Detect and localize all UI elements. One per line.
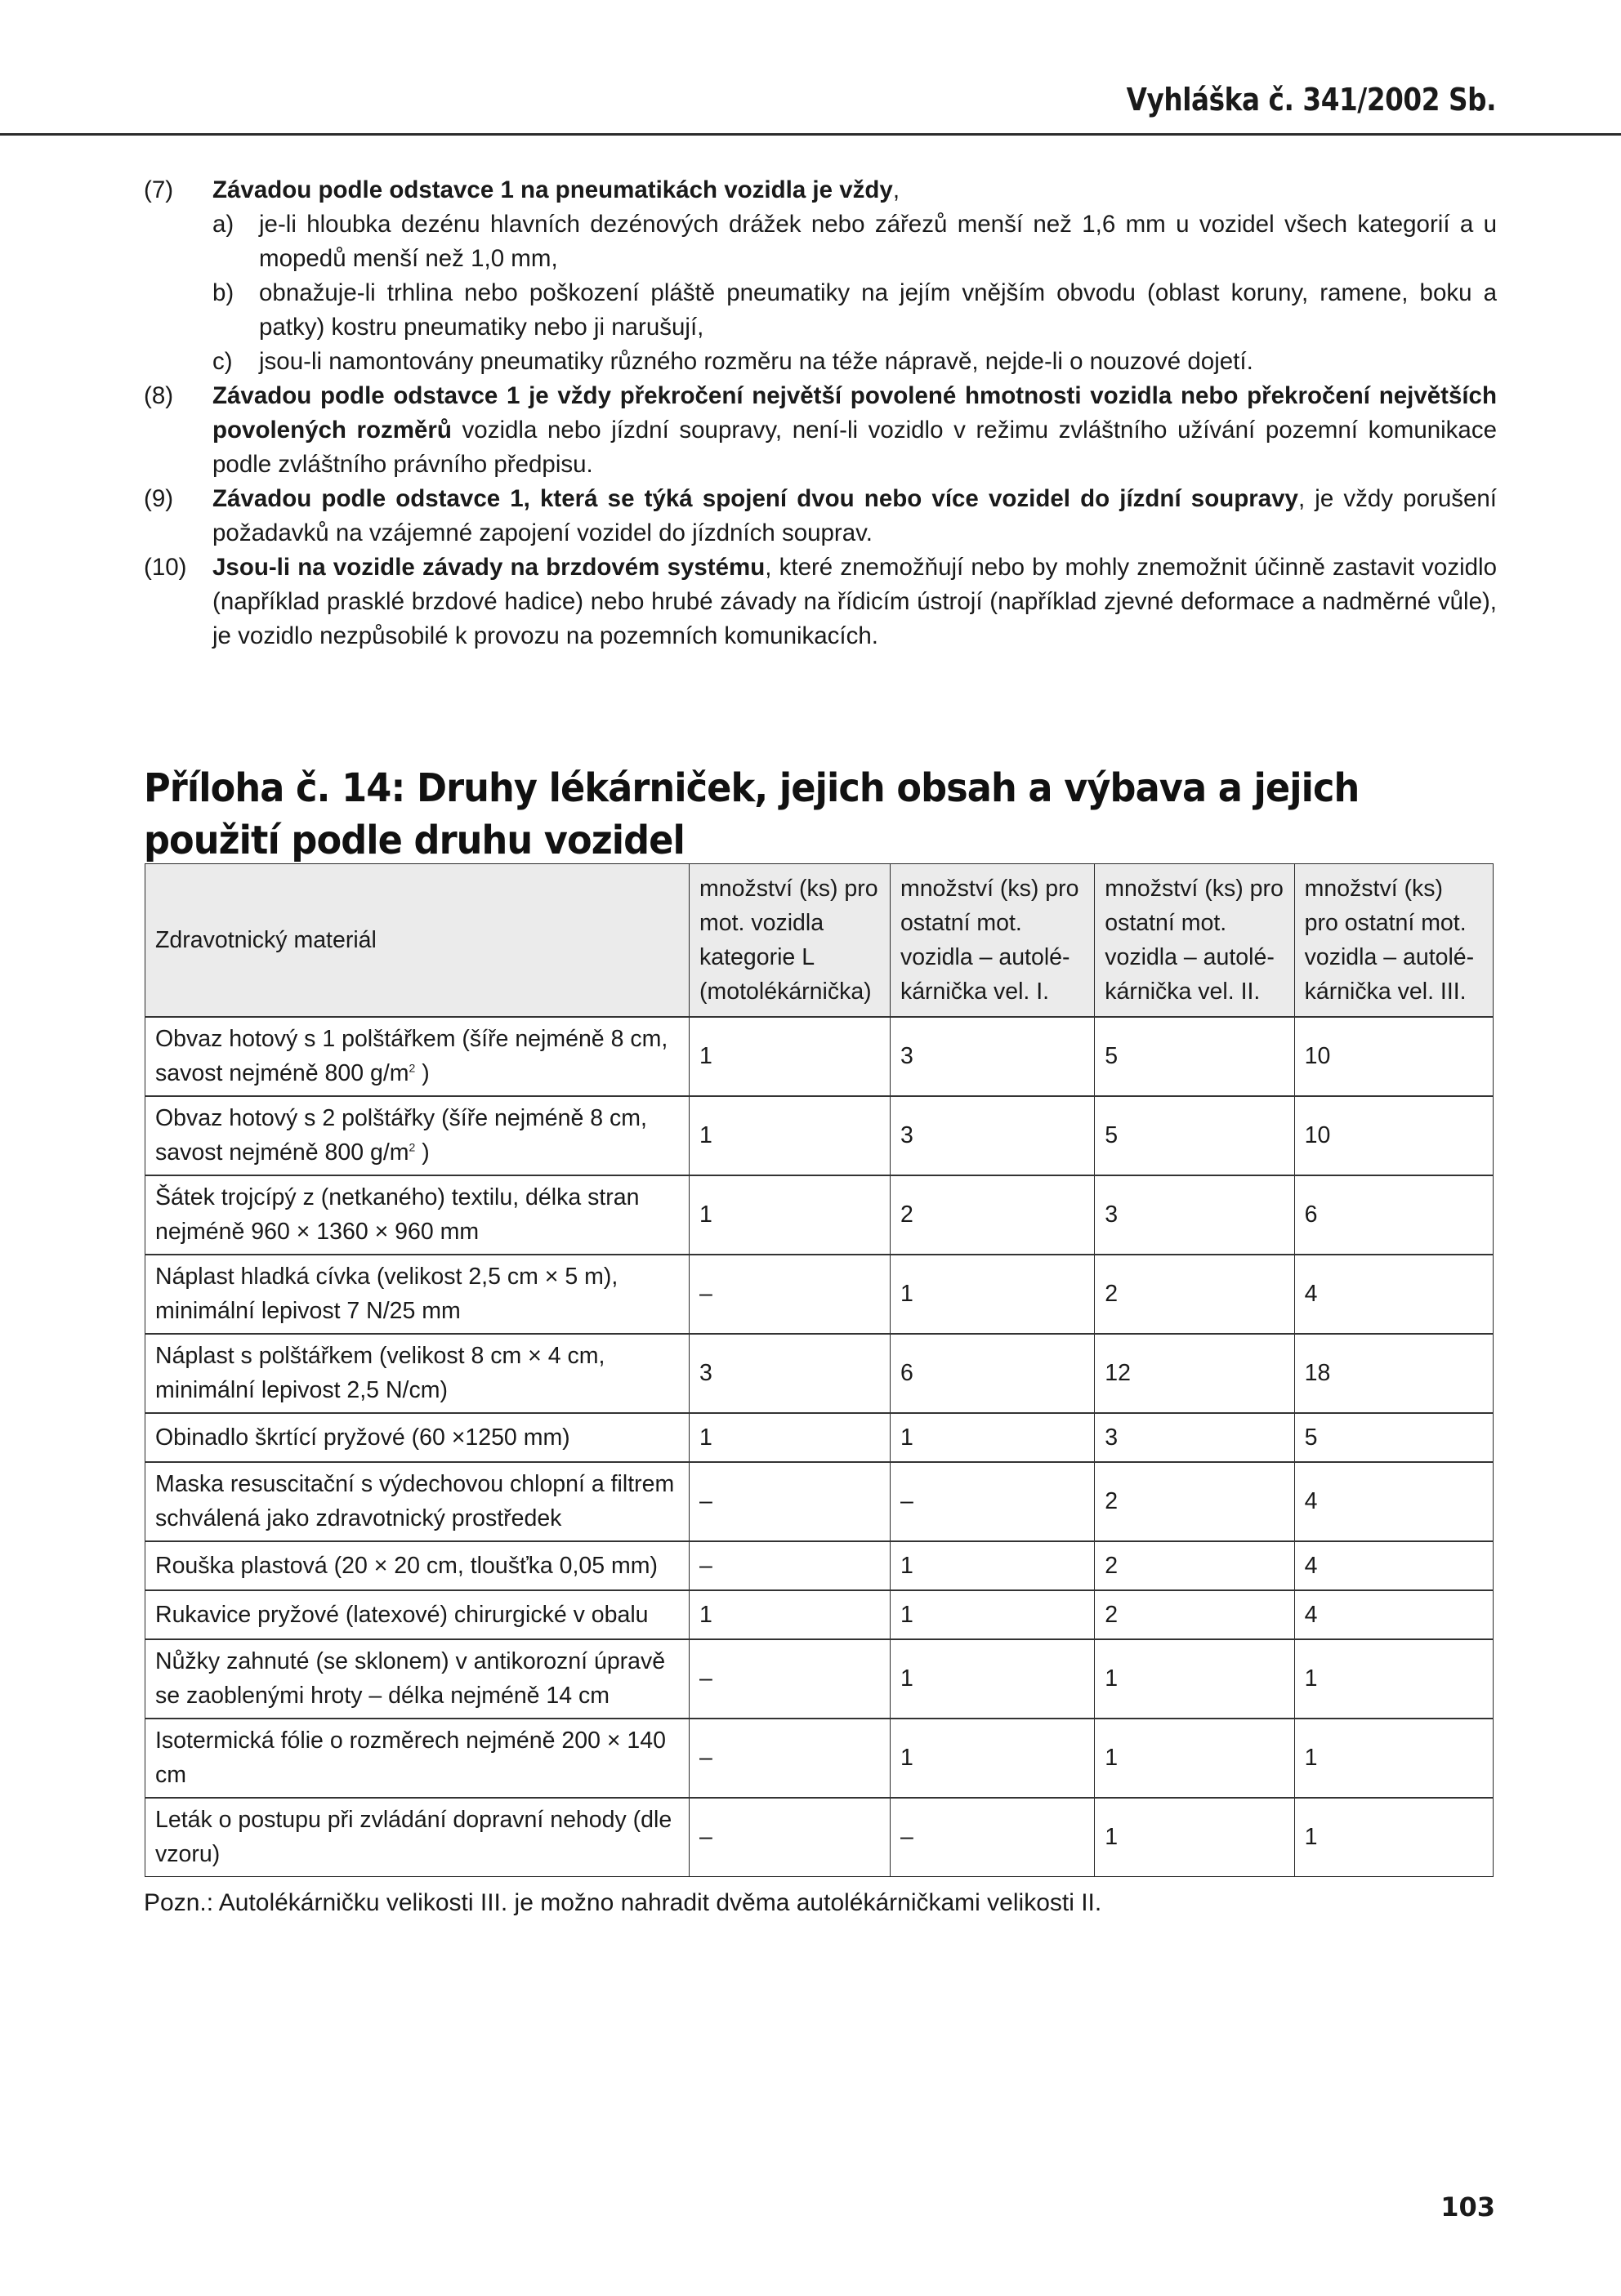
table-row <box>145 1334 1494 1413</box>
material-cell: Rouška plastová (20 × 20 cm, tloušťka 0,05 mm) <box>145 1541 690 1590</box>
list-item-label: b) <box>212 279 234 306</box>
qty-cell: 6 <box>1294 1175 1493 1255</box>
table-row <box>145 1541 1494 1590</box>
material-cell: Obvaz hotový s 1 polštářkem (šíře nejméně 8 cm, savost nejméně 800 $g/m^2$ ) <box>145 1017 690 1096</box>
qty-cell: 2 <box>1095 1541 1294 1590</box>
section-title: Příloha č. 14: Druhy lékárniček, jejich obsah a výbava a jejich použití podle druhu vozidel <box>144 765 1360 863</box>
qty-cell: – <box>690 1255 891 1334</box>
material-cell: Nůžky zahnuté (se sklonem) v antikorozní úpravě se zaoblenými hroty – délka nejméně 14 cm <box>145 1639 690 1719</box>
paragraph-text: Závadou podle odstavce 1 je vždy překročení největší povolené hmotnosti vozidla nebo překročení největších povolených rozměrů vozidla nebo jízdní soupravy, není-li vozidlo v režimu zvláštního užívání pozemní komunikace podle zvláštního právního předpisu. <box>212 382 1497 478</box>
qty-cell: 1 <box>1294 1639 1493 1719</box>
qty-cell: 4 <box>1294 1255 1493 1334</box>
paragraph-8 <box>144 379 1497 482</box>
qty-cell: 5 <box>1095 1096 1294 1175</box>
paragraph-bold-text: Jsou-li na vozidle závady na brzdovém systému <box>212 554 766 581</box>
table-row <box>145 1413 1494 1462</box>
qty-cell: 5 <box>1294 1413 1493 1462</box>
table-row <box>145 1175 1494 1255</box>
paragraph-10 <box>144 551 1497 653</box>
qty-cell: 1 <box>890 1255 1094 1334</box>
qty-cell: 1 <box>890 1719 1094 1798</box>
list-item-text: obnažuje-li trhlina nebo poškození pláště pneumatiky na jejím vnějším obvodu (oblast koruny, ramene, boku a patky) kostru pneumatiky nebo ji narušují, <box>259 279 1497 341</box>
table-row <box>145 1719 1494 1798</box>
qty-cell: 1 <box>690 1590 891 1639</box>
qty-cell: – <box>690 1541 891 1590</box>
qty-cell: 5 <box>1095 1017 1294 1096</box>
qty-cell: 4 <box>1294 1541 1493 1590</box>
qty-cell: – <box>690 1462 891 1541</box>
table-row <box>145 1590 1494 1639</box>
paragraph-text: Závadou podle odstavce 1, která se týká spojení dvou nebo více vozidel do jízdní soupravy, je vždy porušení požadavků na vzájemné zapojení vozidel do jízdních souprav. <box>212 485 1497 546</box>
material-cell: Obinadlo škrtící pryžové (60 ×1250 mm) <box>145 1413 690 1462</box>
qty-cell: 3 <box>890 1017 1094 1096</box>
table-row <box>145 1096 1494 1175</box>
material-cell: Obvaz hotový s 2 polštářky (šíře nejméně 8 cm, savost nejméně 800 $g/m^2$ ) <box>145 1096 690 1175</box>
qty-cell: 1 <box>1095 1719 1294 1798</box>
table-row <box>145 1017 1494 1096</box>
qty-cell: 18 <box>1294 1334 1493 1413</box>
paragraph-text: Jsou-li na vozidle závady na brzdovém systému, které znemožňují nebo by mohly znemožnit účinně zastavit vozidlo (například prasklé brzdové hadice) nebo hrubé závady na řídicím ústrojí (například zjevné deformace a nadměrné vůle), je vozidlo nezpůsobilé k provozu na pozemních komunikacích. <box>212 554 1497 649</box>
material-cell: Šátek trojcípý z (netkaného) textilu, délka stran nejméně 960 × 1360 × 960 mm <box>145 1175 690 1255</box>
qty-cell: 2 <box>1095 1590 1294 1639</box>
material-cell: Náplast hladká cívka (velikost 2,5 cm × 5 m), minimální lepivost 7 N/25 mm <box>145 1255 690 1334</box>
qty-cell: 6 <box>890 1334 1094 1413</box>
paragraph-number: (9) <box>144 485 174 512</box>
paragraph-number: (10) <box>144 554 187 581</box>
paragraph-number: (8) <box>144 382 174 409</box>
paragraph-number: (7) <box>144 176 174 203</box>
qty-cell: – <box>890 1798 1094 1877</box>
qty-cell: 1 <box>690 1413 891 1462</box>
header-qty-moto: množství (ks) pro mot. vozidla kategorie L (motolékárnička) <box>690 864 891 1017</box>
table-row <box>145 1639 1494 1719</box>
qty-cell: 1 <box>1294 1798 1493 1877</box>
qty-cell: 3 <box>1095 1175 1294 1255</box>
page-header <box>0 0 1621 136</box>
paragraph-bold-text: Závadou podle odstavce 1 je vždy překročení největší povolené hmotnosti vozidla nebo překročení největších povolených rozměrů <box>212 382 1497 444</box>
list-item-b <box>212 276 1497 345</box>
paragraph-bold-text: Závadou podle odstavce 1 na pneumatikách vozidla je vždy <box>212 176 893 203</box>
page-number: 103 <box>1440 2191 1495 2222</box>
material-cell: Leták o postupu při zvládání dopravní nehody (dle vzoru) <box>145 1798 690 1877</box>
qty-cell: 3 <box>890 1096 1094 1175</box>
qty-cell: 1 <box>690 1096 891 1175</box>
list-item-label: a) <box>212 211 234 238</box>
qty-cell: 10 <box>1294 1096 1493 1175</box>
qty-cell: 3 <box>1095 1413 1294 1462</box>
qty-cell: – <box>690 1639 891 1719</box>
first-aid-kit-table <box>145 863 1494 1877</box>
table-row <box>145 1462 1494 1541</box>
header-rule <box>0 133 1621 136</box>
qty-cell: 4 <box>1294 1590 1493 1639</box>
qty-cell: 2 <box>890 1175 1094 1255</box>
qty-cell: 10 <box>1294 1017 1493 1096</box>
list-item-a <box>212 207 1497 276</box>
body-text <box>144 173 1497 653</box>
list-item-c <box>212 345 1497 379</box>
list-item-text: je-li hloubka dezénu hlavních dezénových drážek nebo zářezů menší než 1,6 mm u vozidel všech kategorií a u mopedů menší než 1,0 mm, <box>259 211 1497 272</box>
table-row <box>145 1798 1494 1877</box>
header-qty-size-3: množství (ks) pro ostatní mot. vozidla – autolé-kárnička vel. III. <box>1294 864 1493 1017</box>
qty-cell: 12 <box>1095 1334 1294 1413</box>
qty-cell: 3 <box>690 1334 891 1413</box>
qty-cell: 4 <box>1294 1462 1493 1541</box>
qty-cell: – <box>890 1462 1094 1541</box>
qty-cell: 1 <box>1095 1798 1294 1877</box>
table-note: Pozn.: Autolékárničku velikosti III. je možno nahradit dvěma autolékárničkami velikosti II. <box>144 1889 1102 1916</box>
qty-cell: 1 <box>890 1639 1094 1719</box>
material-cell: Isotermická fólie o rozměrech nejméně 200 × 140 cm <box>145 1719 690 1798</box>
qty-cell: – <box>690 1798 891 1877</box>
material-cell: Maska resuscitační s výdechovou chlopní a filtrem schválená jako zdravotnický prostředek <box>145 1462 690 1541</box>
qty-cell: 2 <box>1095 1255 1294 1334</box>
header-material: Zdravotnický materiál <box>145 864 690 1017</box>
material-cell: Náplast s polštářkem (velikost 8 cm × 4 cm, minimální lepivost 2,5 N/cm) <box>145 1334 690 1413</box>
material-cell: Rukavice pryžové (latexové) chirurgické v obalu <box>145 1590 690 1639</box>
list-item-label: c) <box>212 348 233 375</box>
qty-cell: 1 <box>690 1175 891 1255</box>
qty-cell: 1 <box>890 1541 1094 1590</box>
paragraph-7 <box>144 173 1497 207</box>
qty-cell: 1 <box>890 1590 1094 1639</box>
paragraph-bold-text: Závadou podle odstavce 1, která se týká spojení dvou nebo více vozidel do jízdní soupravy <box>212 485 1298 512</box>
qty-cell: 1 <box>890 1413 1094 1462</box>
header-qty-size-1: množství (ks) pro ostatní mot. vozidla – autolé-kárnička vel. I. <box>890 864 1094 1017</box>
running-title: Vyhláška č. 341/2002 Sb. <box>1126 82 1496 118</box>
qty-cell: 2 <box>1095 1462 1294 1541</box>
table-header-row <box>145 864 1494 1017</box>
paragraph-9 <box>144 482 1497 551</box>
qty-cell: 1 <box>1095 1639 1294 1719</box>
qty-cell: – <box>690 1719 891 1798</box>
list-item-text: jsou-li namontovány pneumatiky různého rozměru na téže nápravě, nejde-li o nouzové dojetí. <box>259 348 1253 375</box>
qty-cell: 1 <box>1294 1719 1493 1798</box>
table-row <box>145 1255 1494 1334</box>
qty-cell: 1 <box>690 1017 891 1096</box>
paragraph-text: Závadou podle odstavce 1 na pneumatikách vozidla je vždy, <box>212 176 900 203</box>
header-qty-size-2: množství (ks) pro ostatní mot. vozidla – autolé-kárnička vel. II. <box>1095 864 1294 1017</box>
